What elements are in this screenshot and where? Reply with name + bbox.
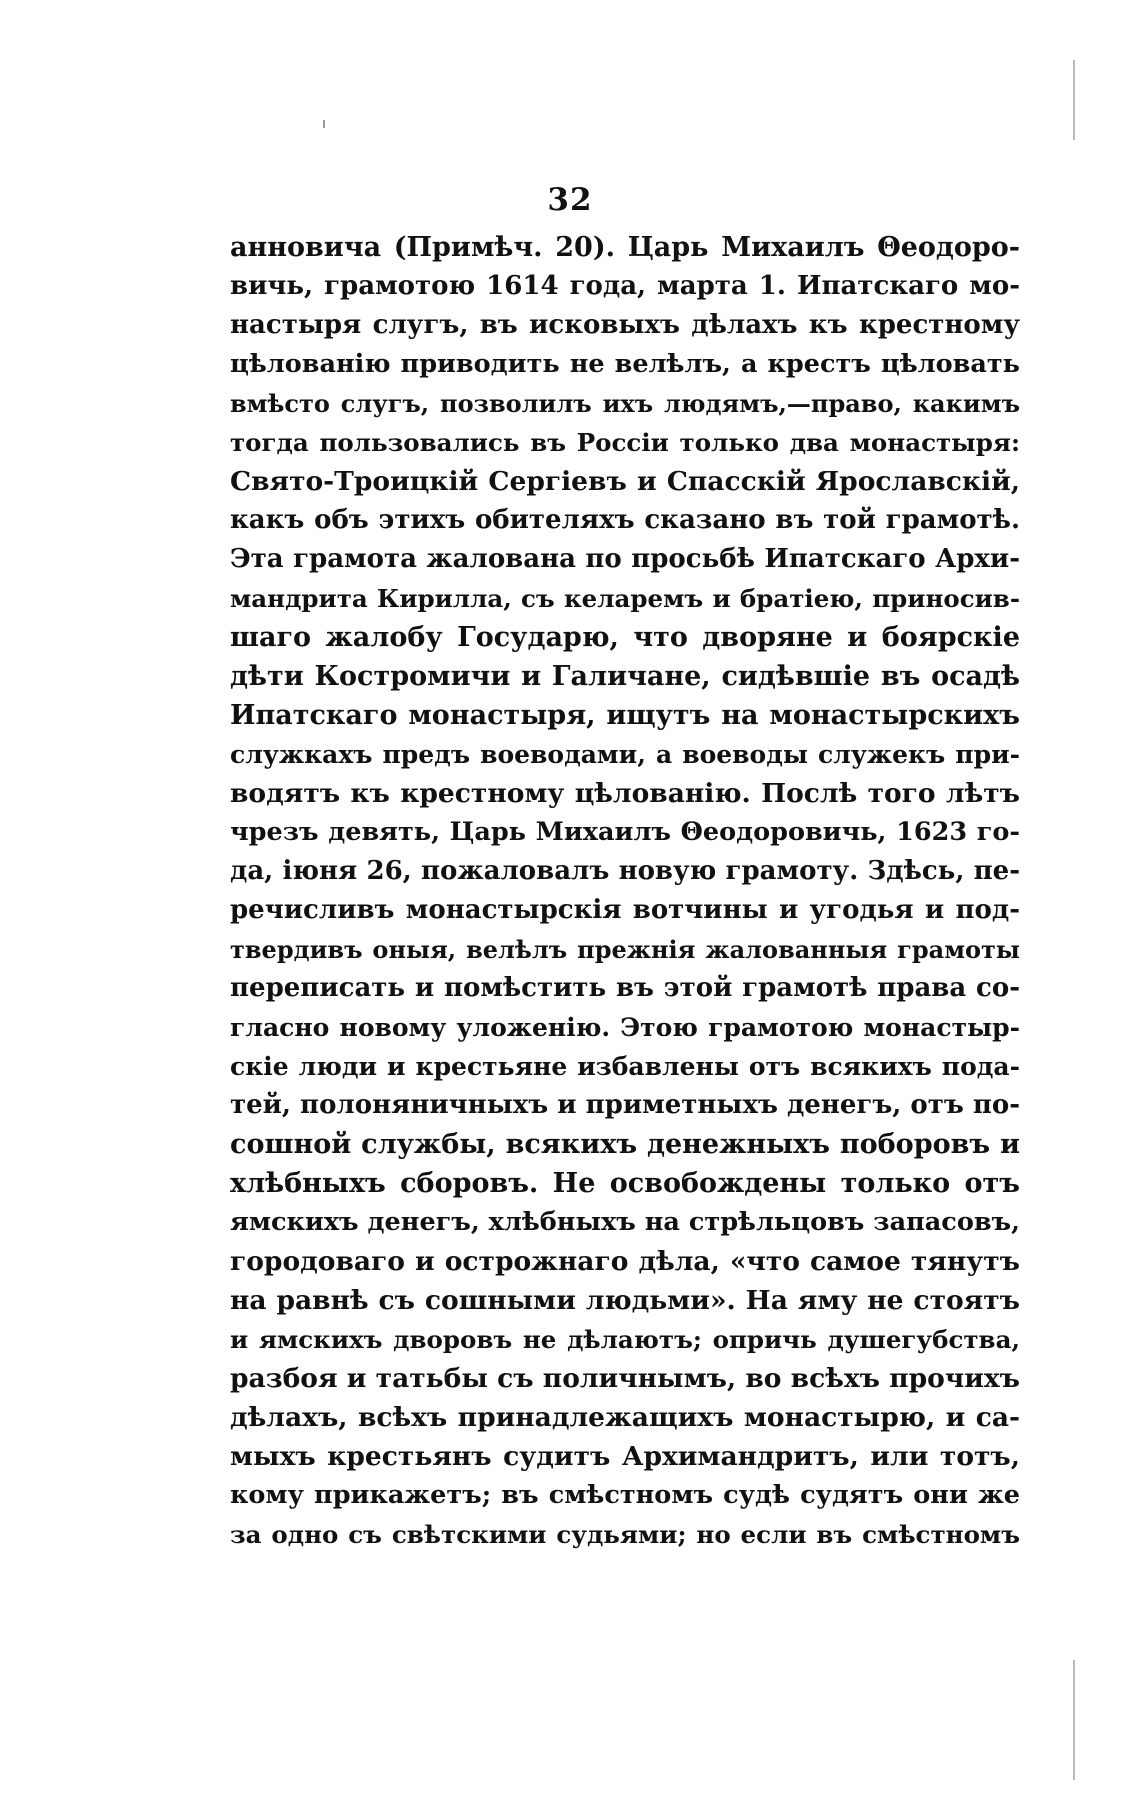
text-line: мандрита Кирилла, съ келаремъ и братіею, приносив- bbox=[230, 584, 1020, 613]
text-line: Эта грамота жалована по просьбѣ Ипатскаго Архи- bbox=[230, 544, 1020, 574]
text-line: водятъ къ крестному цѣлованію. Послѣ того лѣтъ bbox=[230, 778, 1020, 809]
text-line: речисливъ монастырскія вотчины и угодья и под- bbox=[230, 895, 1020, 925]
page-edge-mark-bottom bbox=[1073, 1660, 1075, 1780]
text-line: сошной службы, всякихъ денежныхъ поборовъ и bbox=[230, 1129, 1020, 1160]
text-line: вичь, грамотою 1614 года, марта 1. Ипатскаго мо- bbox=[230, 271, 1020, 301]
text-line: шаго жалобу Государю, что дворяне и боярскіе bbox=[230, 622, 1020, 653]
text-line: и ямскихъ дворовъ не дѣлаютъ; опричь душегубства, bbox=[230, 1325, 1020, 1354]
text-line: Свято-Троицкій Сергіевъ и Спасскій Ярославскій, bbox=[230, 466, 1020, 497]
page-edge-mark-top bbox=[1073, 60, 1075, 140]
text-line: чрезъ девять, Царь Михаилъ Θеодоровичь, 1623 го- bbox=[230, 817, 1020, 847]
text-line: дѣти Костромичи и Галичане, сидѣвшіе въ осадѣ bbox=[230, 661, 1020, 692]
text-line: скіе люди и крестьяне избавлены отъ всякихъ пода- bbox=[230, 1052, 1020, 1081]
text-line: дѣлахъ, всѣхъ принадлежащихъ монастырю, и са- bbox=[230, 1402, 1020, 1433]
text-line: мыхъ крестьянъ судитъ Архимандритъ, или тотъ, bbox=[230, 1441, 1020, 1472]
scan-speck bbox=[323, 120, 325, 128]
body-text bbox=[230, 228, 1020, 1554]
text-line: вмѣсто слугъ, позволилъ ихъ людямъ,—право, какимъ bbox=[230, 389, 1020, 418]
text-line: цѣлованію приводить не велѣлъ, а крестъ цѣловать bbox=[230, 349, 1020, 379]
text-line: твердивъ оныя, велѣлъ прежнія жалованныя грамоты bbox=[230, 935, 1020, 964]
text-line: разбоя и татьбы съ поличнымъ, во всѣхъ прочихъ bbox=[230, 1363, 1020, 1394]
text-line: Ипатскаго монастыря, ищутъ на монастырскихъ bbox=[230, 700, 1020, 731]
text-line: на равнѣ съ сошными людьми». На яму не стоятъ bbox=[230, 1285, 1020, 1316]
text-line: ямскихъ денегъ, хлѣбныхъ на стрѣльцовъ запасовъ, bbox=[230, 1207, 1020, 1237]
page-number: 32 bbox=[547, 182, 593, 218]
text-line: анновича (Примѣч. 20). Царь Михаилъ Θеодоро- bbox=[230, 232, 1020, 263]
text-line: хлѣбныхъ сборовъ. Не освобождены только отъ bbox=[230, 1168, 1020, 1199]
text-line: гласно новому уложенію. Этою грамотою монастыр- bbox=[230, 1013, 1020, 1042]
text-line: тей, полоняничныхъ и приметныхъ денегъ, отъ по- bbox=[230, 1090, 1020, 1120]
text-line: да, іюня 26, пожаловалъ новую грамоту. Здѣсь, пе- bbox=[230, 856, 1020, 886]
text-line: кому прикажетъ; въ смѣстномъ судѣ судятъ они же bbox=[230, 1480, 1020, 1510]
text-line: служкахъ предъ воеводами, а воеводы служекъ при- bbox=[230, 740, 1020, 769]
text-line: городоваго и острожнаго дѣла, «что самое тянутъ bbox=[230, 1246, 1020, 1277]
text-line: настыря слугъ, въ исковыхъ дѣлахъ къ крестному bbox=[230, 310, 1020, 340]
text-line: за одно съ свѣтскими судьями; но если въ смѣстномъ bbox=[230, 1520, 1020, 1549]
text-line: переписать и помѣстить въ этой грамотѣ права со- bbox=[230, 973, 1020, 1003]
text-line: какъ объ этихъ обителяхъ сказано въ той грамотѣ. bbox=[230, 505, 1020, 535]
text-line: тогда пользовались въ Россіи только два монастыря: bbox=[230, 428, 1020, 457]
